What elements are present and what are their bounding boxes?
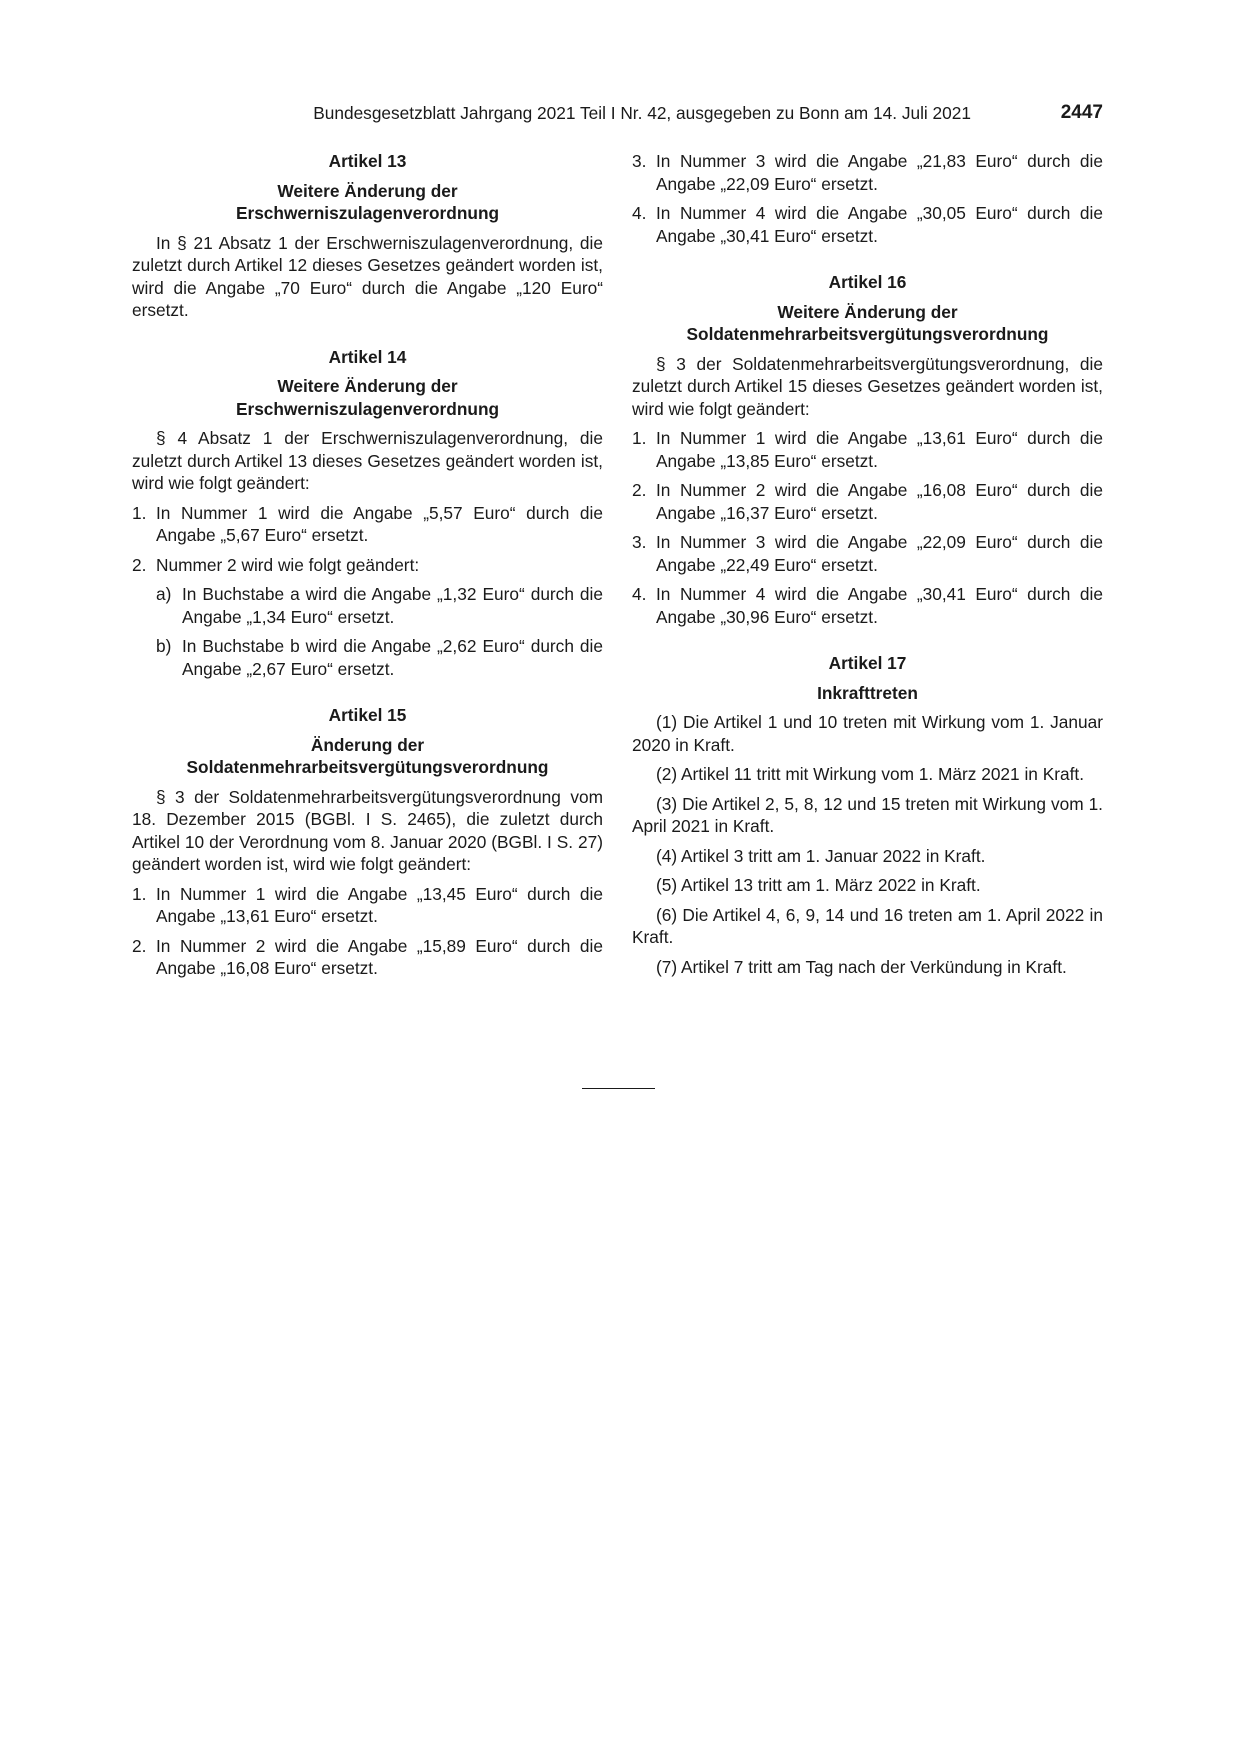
article-title-line: Weitere Änderung der <box>277 376 458 396</box>
list-item <box>632 427 1103 472</box>
article-number: Artikel 15 <box>328 705 407 725</box>
article-paragraph: In § 21 Absatz 1 der Erschwerniszulagenverordnung, die zuletzt durch Artikel 12 dieses Gesetzes geändert worden ist, wird die Angabe „70 Euro“ durch die Angabe „120 Euro“ ersetzt. <box>132 232 603 320</box>
article-paragraph: § 3 der Soldatenmehrarbeitsvergütungsverordnung, die zuletzt durch Artikel 15 dieses Gesetzes geändert worden ist, wird wie folgt geändert: <box>632 353 1103 419</box>
list-item-label: 2. <box>632 480 647 500</box>
article-17 <box>632 652 1103 978</box>
list-item <box>632 479 1103 524</box>
list-item <box>132 502 603 547</box>
article-title-line: Erschwerniszulagenverordnung <box>235 203 500 223</box>
sub-list-item-text: In Buchstabe b wird die Angabe „2,62 Euro“ durch die Angabe „2,67 Euro“ ersetzt. <box>182 636 603 679</box>
article-title-line: Soldatenmehrarbeitsvergütungsverordnung <box>686 324 1049 344</box>
article-paragraph: (4) Artikel 3 tritt am 1. Januar 2022 in Kraft. <box>656 845 986 866</box>
list-item-label: 1. <box>632 428 647 448</box>
list-item-text: In Nummer 4 wird die Angabe „30,05 Euro“ durch die Angabe „30,41 Euro“ ersetzt. <box>656 203 1103 246</box>
page-number: 2447 <box>1060 102 1103 123</box>
list-item <box>632 150 1103 195</box>
article-title <box>132 734 603 779</box>
article-paragraph: (1) Die Artikel 1 und 10 treten mit Wirkung vom 1. Januar 2020 in Kraft. <box>632 712 1103 755</box>
closing-rule <box>582 1088 655 1089</box>
article-paragraph: (3) Die Artikel 2, 5, 8, 12 und 15 treten mit Wirkung vom 1. April 2021 in Kraft. <box>632 793 1103 836</box>
sub-list-item <box>132 583 603 628</box>
list-item-label: 3. <box>632 532 647 552</box>
sub-list-item-text: In Buchstabe a wird die Angabe „1,32 Euro“ durch die Angabe „1,34 Euro“ ersetzt. <box>182 584 603 627</box>
article-13 <box>132 150 603 322</box>
article-number: Artikel 14 <box>328 346 407 367</box>
article-paragraph: (5) Artikel 13 tritt am 1. März 2022 in Kraft. <box>656 875 981 895</box>
list-item-label: 2. <box>132 935 147 956</box>
list-item-text: In Nummer 2 wird die Angabe „16,08 Euro“ durch die Angabe „16,37 Euro“ ersetzt. <box>656 480 1103 523</box>
sub-list-item <box>132 635 603 680</box>
article-number: Artikel 13 <box>328 151 407 171</box>
article-paragraph: § 4 Absatz 1 der Erschwerniszulagenverordnung, die zuletzt durch Artikel 13 dieses Gesetzes geändert worden ist, wird wie folgt geändert: <box>132 428 603 493</box>
list-item-text: In Nummer 4 wird die Angabe „30,41 Euro“ durch die Angabe „30,96 Euro“ ersetzt. <box>656 584 1103 627</box>
list-item-text: In Nummer 3 wird die Angabe „21,83 Euro“ durch die Angabe „22,09 Euro“ ersetzt. <box>656 151 1103 194</box>
list-item-text: In Nummer 3 wird die Angabe „22,09 Euro“ durch die Angabe „22,49 Euro“ ersetzt. <box>656 532 1103 575</box>
list-item-text: In Nummer 1 wird die Angabe „5,57 Euro“ durch die Angabe „5,67 Euro“ ersetzt. <box>156 502 603 545</box>
list-item <box>132 935 603 980</box>
list-item <box>632 202 1103 247</box>
article-number: Artikel 17 <box>828 653 907 673</box>
article-15 <box>132 704 603 980</box>
article-title <box>132 180 603 225</box>
article-title-line: Soldatenmehrarbeitsvergütungsverordnung <box>186 757 549 777</box>
list-item-text: In Nummer 2 wird die Angabe „15,89 Euro“ durch die Angabe „16,08 Euro“ ersetzt. <box>156 935 603 978</box>
list-item-label: 4. <box>632 584 647 604</box>
list-item-text: In Nummer 1 wird die Angabe „13,61 Euro“ durch die Angabe „13,85 Euro“ ersetzt. <box>656 428 1103 471</box>
list-item <box>632 531 1103 576</box>
list-item-label: 4. <box>632 203 647 223</box>
article-paragraph: (6) Die Artikel 4, 6, 9, 14 und 16 treten am 1. April 2022 in Kraft. <box>632 904 1103 947</box>
list-item-label: 1. <box>132 883 147 904</box>
list-item <box>632 583 1103 628</box>
article-15-continued <box>632 150 1103 247</box>
header-title: Bundesgesetzblatt Jahrgang 2021 Teil I Nr. 42, ausgegeben zu Bonn am 14. Juli 2021 <box>313 103 971 123</box>
article-title-line: Weitere Änderung der <box>277 180 458 201</box>
article-title-line: Änderung der <box>310 734 425 755</box>
article-paragraph: (2) Artikel 11 tritt mit Wirkung vom 1. März 2021 in Kraft. <box>656 764 1084 784</box>
left-column <box>132 150 603 980</box>
list-item <box>132 554 603 577</box>
article-title-line: Weitere Änderung der <box>777 301 958 322</box>
sub-list-item-label: b) <box>156 636 172 656</box>
article-number: Artikel 16 <box>828 272 907 292</box>
article-16 <box>632 271 1103 628</box>
right-column <box>632 150 1103 978</box>
article-paragraph: § 3 der Soldatenmehrarbeitsvergütungsverordnung vom 18. Dezember 2015 (BGBl. I S. 2465), die zuletzt durch Artikel 10 der Verordnung vom 8. Januar 2020 (BGBl. I S. 27) geändert worden ist, wird wie folgt geändert: <box>132 786 603 874</box>
list-item-label: 2. <box>132 554 147 575</box>
sub-list-item-label: a) <box>156 584 172 604</box>
article-title: Inkrafttreten <box>817 682 918 703</box>
list-item-text: In Nummer 1 wird die Angabe „13,45 Euro“ durch die Angabe „13,61 Euro“ ersetzt. <box>156 883 603 926</box>
article-14 <box>132 346 603 681</box>
list-item <box>132 883 603 928</box>
article-title-line: Erschwerniszulagenverordnung <box>235 398 500 419</box>
list-item-label: 1. <box>132 502 147 523</box>
list-item-text: Nummer 2 wird wie folgt geändert: <box>156 554 420 575</box>
article-title <box>132 375 603 420</box>
list-item-label: 3. <box>632 151 647 171</box>
article-title <box>632 301 1103 346</box>
article-paragraph: (7) Artikel 7 tritt am Tag nach der Verkündung in Kraft. <box>656 956 1067 977</box>
page-header <box>132 100 1103 126</box>
